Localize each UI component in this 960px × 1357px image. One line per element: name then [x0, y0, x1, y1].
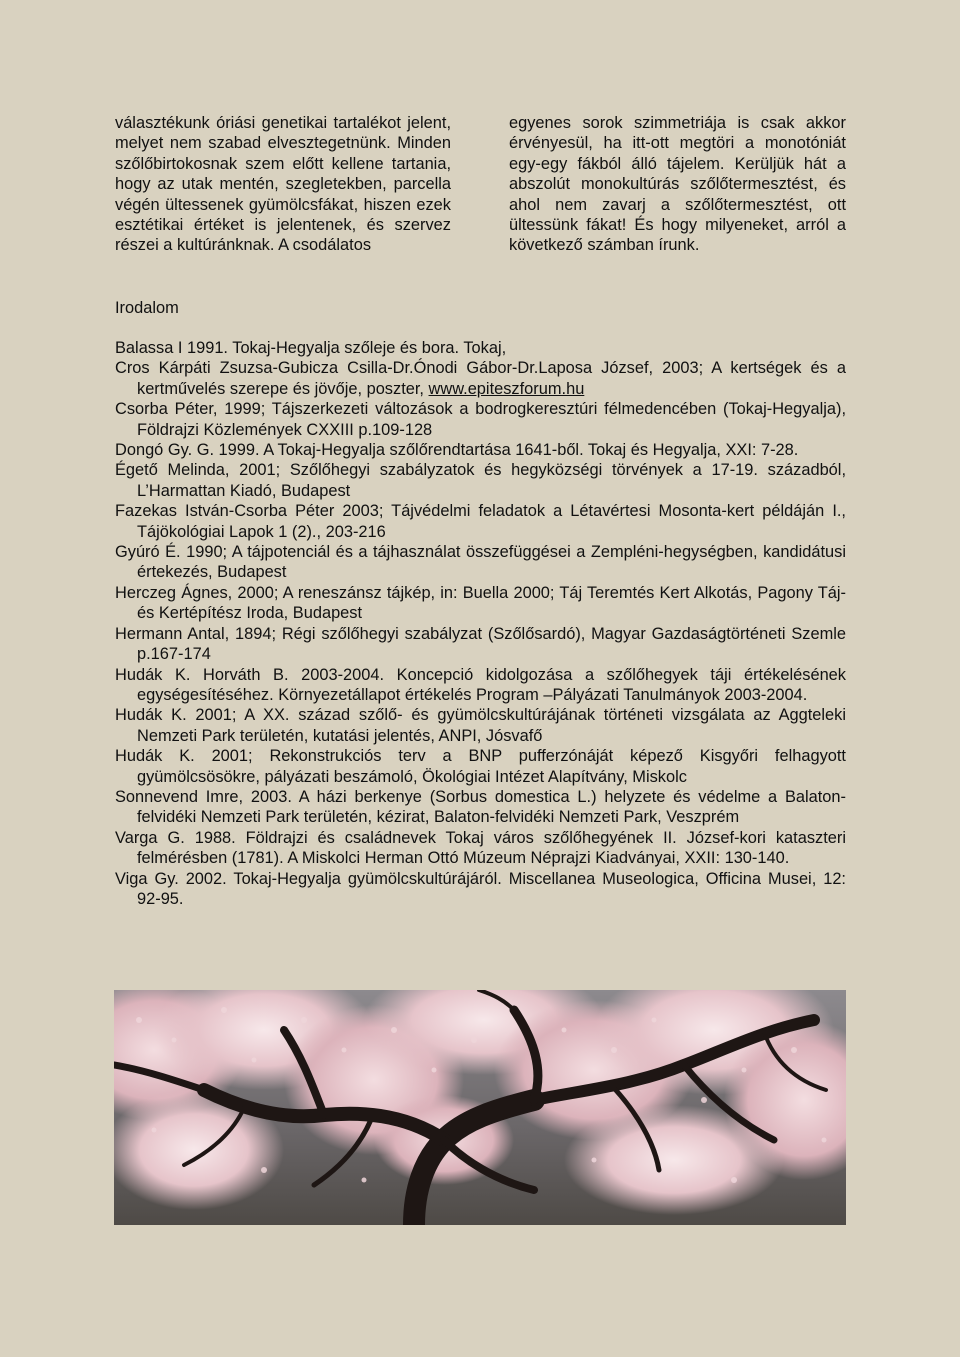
blossoming-tree-photo	[114, 990, 846, 1225]
reference-item: Sonnevend Imre, 2003. A házi berkenye (Sorbus domestica L.) helyzete és védelme a Balaton-felvidéki Nemzeti Park területén, kézirat, Balaton-felvidéki Nemzeti Park, Veszprém	[115, 787, 846, 827]
reference-item: Cros Kárpáti Zsuzsa-Gubicza Csilla-Dr.Ónodi Gábor-Dr.Laposa József, 2003; A kertségek és a kertművelés szerepe és jövője, poszter, www.epiteszforum.hu	[115, 359, 846, 398]
reference-item: Varga G. 1988. Földrajzi és családnevek Tokaj város szőlőhegyének II. József-kori kataszteri felmérésben (1781). A Miskolci Herman Ottó Múzeum Néprajzi Kiadványai, XXII: 130-140.	[115, 828, 846, 868]
blossoming-tree-illustration	[114, 990, 846, 1225]
reference-item: Gyúró É. 1990; A tájpotenciál és a tájhasználat összefüggései a Zempléni-hegységben, kandidátusi értekezés, Budapest	[115, 543, 846, 582]
reference-item: Hudák K. 2001; Rekonstrukciós terv a BNP pufferzónáját képező Kisgyőri felhagyott gyümölcsösökre, pályázati beszámoló, Ökológiai Intézet Alapítvány, Miskolc	[115, 747, 846, 786]
reference-item: Dongó Gy. G. 1999. A Tokaj-Hegyalja szőlőrendtartása 1641-ből. Tokaj és Hegyalja, XXI: 7-28.	[115, 441, 799, 460]
reference-list	[115, 338, 846, 909]
reference-item: Viga Gy. 2002. Tokaj-Hegyalja gyümölcskultúrájáról. Miscellanea Museologica, Officina Musei, 12: 92-95.	[115, 869, 846, 908]
reference-item: Hermann Antal, 1894; Régi szőlőhegyi szabályzat (Szőlősardó), Magyar Gazdaságtörténeti Szemle p.167-174	[115, 624, 846, 664]
section-heading: Irodalom	[115, 299, 179, 317]
left-column-text: választékunk óriási genetikai tartalékot jelent, melyet nem szabad elvesztegetnünk. Minden szőlőbirtokosnak szem előtt kellene tartania, hogy az utak mentén, szegletekben, parcella végén ültessenek gyümölcsfákat, hiszen ezek esztétikai értéket is jelentenek, és szervez részei a kultúránknak. A csodálatos	[115, 114, 451, 255]
reference-item: Csorba Péter, 1999; Tájszerkezeti változások a bodrogkeresztúri félmedencében (Tokaj-Hegyalja), Földrajzi Közlemények CXXIII p.109-128	[115, 400, 846, 439]
reference-item: Égető Melinda, 2001; Szőlőhegyi szabályzatok és hegyközségi törvények a 17-19. századból, L’Harmattan Kiadó, Budapest	[115, 461, 846, 500]
right-column-text: egyenes sorok szimmetriája is csak akkor érvényesül, ha itt-ott megtöri a monotóniát egy-egy fákból álló tájelem. Kerüljük hát a abszolút monokultúrás szőlőtermesztést, és ahol nem zavarj a szőlőtermesztést, ott ültessünk fákat! És hogy milyeneket, arról a következő számban írunk.	[509, 114, 846, 255]
reference-item: Balassa I 1991. Tokaj-Hegyalja szőleje és bora. Tokaj,	[115, 339, 507, 357]
reference-item: Herczeg Ágnes, 2000; A reneszánsz tájkép, in: Buella 2000; Táj Teremtés Kert Alkotás, Pagony Táj- és Kertépítész Iroda, Budapest	[115, 583, 846, 623]
reference-link[interactable]: www.epiteszforum.hu	[428, 379, 585, 398]
reference-item: Hudák K. 2001; A XX. század szőlő- és gyümölcskultúrájának történeti vizsgálata az Aggteleki Nemzeti Park területén, kutatási jelentés, ANPI, Jósvafő	[115, 706, 846, 745]
reference-item: Hudák K. Horváth B. 2003-2004. Koncepció kidolgozása a szőlőhegyek táji értékelésének egységesítéséhez. Környezetállapot értékelés Program –Pályázati Tanulmányok 2003-2004.	[115, 665, 846, 704]
reference-item: Fazekas István-Csorba Péter 2003; Tájvédelmi feladatok a Létavértesi Mosonta-kert példáján I., Tájökológiai Lapok 1 (2)., 203-216	[115, 502, 846, 541]
